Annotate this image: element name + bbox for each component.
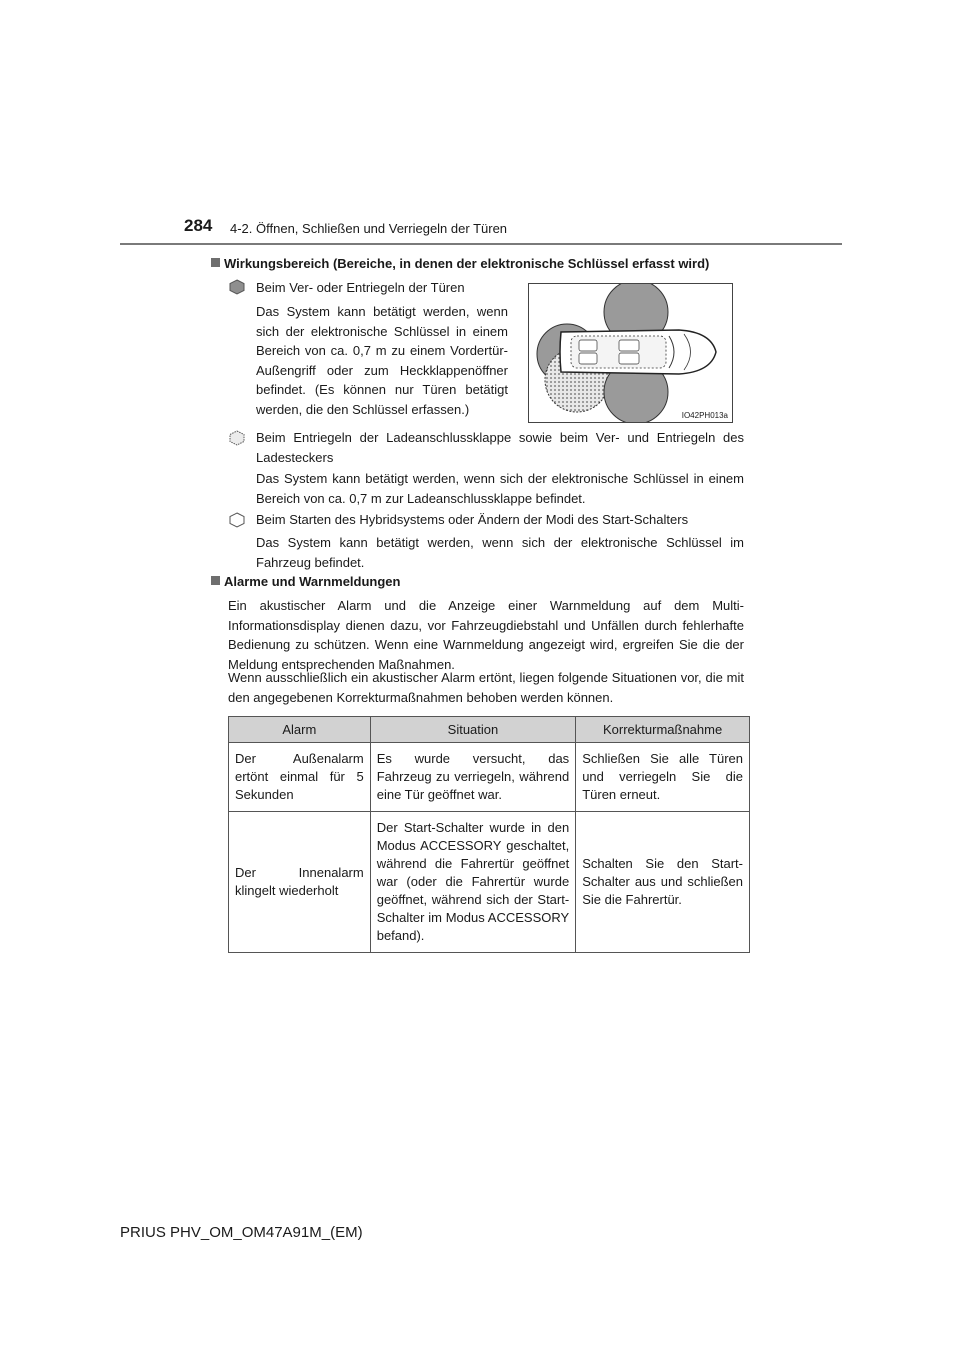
section-heading-range: Wirkungsbereich (Bereiche, in denen der elektronische Schlüssel erfasst wird) [211,256,709,271]
situation-cell: Der Start-Schalter wurde in den Modus ACCESSORY geschaltet, während die Fahrertür geöffnet war (oder die Fahrertür wurde geöffnet, während sich der Start-Schalter im Modus ACCESSORY befand). [370,812,575,953]
table-header-row [229,717,750,743]
dotted-hexagon-icon [228,430,246,446]
column-header-alarm: Alarm [229,717,371,743]
alarm-cell: Der Innenalarm klingelt wiederholt [229,812,371,953]
alarm-cell: Der Außenalarm ertönt einmal für 5 Sekunden [229,743,371,812]
alarm-table [228,716,750,953]
square-bullet-icon [211,576,220,585]
item1-body: Das System kann betätigt werden, wenn sich der elektronische Schlüssel in einem Bereich von ca. 0,7 m zu einem Vordertür-Außengriff oder zum Heckklappenöffner befindet. (Es können nur Türen betätigt werden, die den Schlüssel erfassen.) [256,304,508,417]
section-heading-alarms: Alarme und Warnmeldungen [211,574,400,589]
table-row [229,812,750,953]
item3-body: Das System kann betätigt werden, wenn sich der elektronische Schlüssel im Fahrzeug befindet. [256,535,744,570]
page-number: 284 [184,216,213,235]
header-divider [120,243,842,245]
item3-title: Beim Starten des Hybridsystems oder Ändern der Modi des Start-Schalters [256,512,689,527]
figure-code: IO42PH013a [681,411,728,420]
filled-hexagon-icon [228,279,246,295]
alarms-paragraph-2: Wenn ausschließlich ein akustischer Alarm ertönt, liegen folgende Situationen vor, die mit den angegebenen Korrekturmaßnahmen behoben werden können. [228,670,744,705]
document-id: PRIUS PHV_OM_OM47A91M_(EM) [120,1224,363,1241]
car-top-view-illustration [529,284,732,422]
item2-title: Beim Entriegeln der Ladeanschlussklappe sowie beim Ver- und Entriegeln des Ladesteckers [256,430,744,465]
outline-hexagon-icon [228,512,246,528]
column-header-situation: Situation [370,717,575,743]
table-row [229,743,750,812]
action-cell: Schließen Sie alle Türen und verriegeln Sie die Türen erneut. [576,743,750,812]
situation-cell: Es wurde versucht, das Fahrzeug zu verriegeln, während eine Tür geöffnet war. [370,743,575,812]
square-bullet-icon [211,258,220,267]
detection-range-figure [528,283,733,423]
column-header-action: Korrekturmaßnahme [576,717,750,743]
action-cell: Schalten Sie den Start-Schalter aus und schließen Sie die Fahrertür. [576,812,750,953]
alarms-paragraph-1: Ein akustischer Alarm und die Anzeige einer Warnmeldung auf dem Multi-Informationsdisplay dienen dazu, vor Fahrzeugdiebstahl und Unfällen durch fehlerhafte Bedienung zu schützen. Wenn eine Warnmeldung angezeigt wird, ergreifen Sie die der Meldung entsprechenden Maßnahmen. [228,598,744,672]
item2-body: Das System kann betätigt werden, wenn sich der elektronische Schlüssel in einem Bereich von ca. 0,7 m zur Ladeanschlussklappe befindet. [256,471,744,506]
section-title: 4-2. Öffnen, Schließen und Verriegeln der Türen [230,221,508,236]
item1-title: Beim Ver- oder Entriegeln der Türen [256,280,465,295]
